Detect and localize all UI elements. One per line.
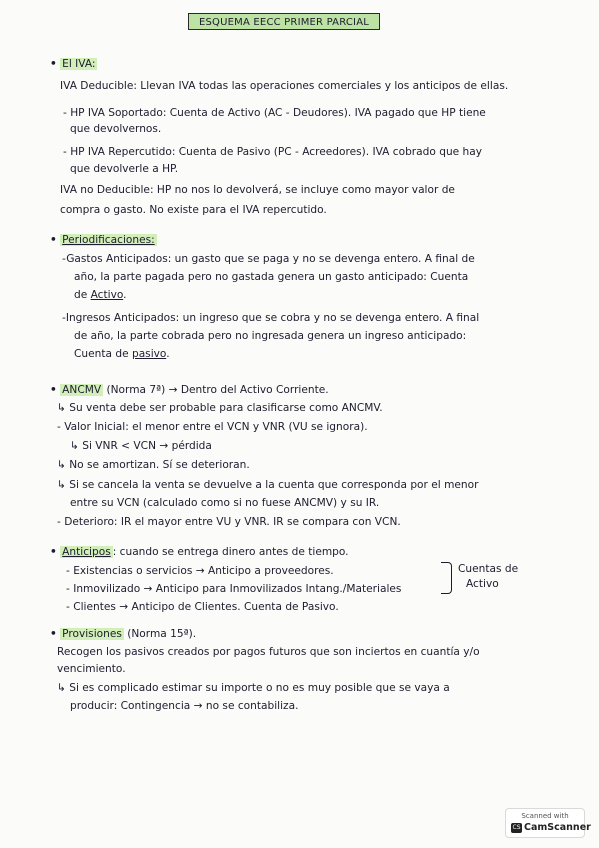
period-line-6 bbox=[74, 347, 170, 361]
period-line-4: -Ingresos Anticipados: un ingreso que se cobra y no se devenga entero. A final bbox=[62, 312, 480, 324]
bullet-icon: • bbox=[50, 384, 57, 396]
iva-line-3: que devolvernos. bbox=[70, 123, 162, 135]
provisiones-line-3: ↳ Si es complicado estimar su importe o no es muy posible que se vaya a bbox=[57, 682, 450, 694]
period-line-2: año, la parte pagada pero no gastada genera un gasto anticipado: Cuenta bbox=[74, 271, 469, 283]
iva-heading bbox=[50, 57, 97, 71]
bullet-icon: • bbox=[50, 58, 57, 70]
period-line-5: de año, la parte cobrada pero no ingresada genera un ingreso anticipado: bbox=[74, 330, 467, 342]
ancmv-heading bbox=[50, 383, 329, 397]
anticipos-line-1: - Existencias o servicios → Anticipo a proveedores. bbox=[66, 565, 334, 577]
text-fragment: . bbox=[123, 289, 127, 301]
ancmv-line-3: ↳ Si VNR < VCN → pérdida bbox=[70, 440, 212, 452]
period-heading bbox=[50, 233, 157, 247]
anticipos-heading-text: Anticipos bbox=[62, 546, 111, 558]
anticipos-heading-rest: : cuando se entrega dinero antes de tiempo. bbox=[112, 546, 349, 558]
pasivo-underlined: pasivo bbox=[131, 348, 167, 360]
ancmv-line-4: ↳ No se amortizan. Sí se deterioran. bbox=[57, 459, 250, 471]
text-fragment: Cuenta de bbox=[74, 348, 132, 360]
period-line-1: -Gastos Anticipados: un gasto que se paga y no se devenga entero. A final de bbox=[62, 253, 475, 265]
ancmv-line-6: entre su VCN (calculado como si no fuese ANCMV) y su IR. bbox=[70, 497, 380, 509]
brace-note-line-1: Cuentas de bbox=[458, 563, 519, 575]
provisiones-heading bbox=[50, 627, 196, 641]
iva-line-5: que devolverle a HP. bbox=[70, 163, 179, 175]
iva-heading-text: El IVA: bbox=[62, 58, 96, 70]
iva-line-6: IVA no Deducible: HP no nos lo devolverá, se incluye como mayor valor de bbox=[60, 184, 455, 196]
provisiones-line-4: producir: Contingencia → no se contabiliza. bbox=[70, 700, 299, 712]
provisiones-heading-text: Provisiones bbox=[62, 628, 122, 640]
anticipos-line-3: - Clientes → Anticipo de Clientes. Cuenta de Pasivo. bbox=[66, 601, 339, 613]
period-heading-text: Periodificaciones: bbox=[62, 234, 155, 246]
text-fragment: de bbox=[74, 289, 91, 301]
camscanner-watermark bbox=[505, 808, 591, 838]
provisiones-line-1: Recogen los pasivos creados por pagos futuros que son inciertos en cuantía y/o bbox=[57, 646, 480, 658]
camscanner-brand: CamScanner bbox=[524, 822, 591, 833]
camscanner-logo-icon: CS bbox=[512, 824, 521, 831]
provisiones-heading-rest: (Norma 15ª). bbox=[123, 628, 197, 640]
bullet-icon: • bbox=[50, 628, 57, 640]
anticipos-line-2: - Inmovilizado → Anticipo para Inmovilizados Intang./Materiales bbox=[66, 583, 402, 595]
ancmv-line-7: - Deterioro: IR el mayor entre VU y VNR. IR se compara con VCN. bbox=[57, 516, 401, 528]
page-title: ESQUEMA EECC PRIMER PARCIAL bbox=[188, 13, 380, 30]
text-fragment: . bbox=[166, 348, 170, 360]
ancmv-line-5: ↳ Si se cancela la venta se devuelve a la cuenta que corresponda por el menor bbox=[57, 479, 479, 491]
scanned-with-label: Scanned with bbox=[521, 812, 569, 820]
bracket-icon bbox=[441, 562, 452, 594]
ancmv-line-1: ↳ Su venta debe ser probable para clasificarse como ANCMV. bbox=[57, 402, 383, 414]
iva-line-1: IVA Deducible: Llevan IVA todas las operaciones comerciales y los anticipos de ellas. bbox=[60, 80, 509, 92]
bullet-icon: • bbox=[50, 234, 57, 246]
ancmv-heading-text: ANCMV bbox=[62, 384, 102, 396]
iva-line-2: - HP IVA Soportado: Cuenta de Activo (AC - Deudores). IVA pagado que HP tiene bbox=[63, 107, 486, 119]
ancmv-line-2: - Valor Inicial: el menor entre el VCN y VNR (VU se ignora). bbox=[57, 421, 368, 433]
activo-underlined: Activo bbox=[90, 289, 124, 301]
anticipos-heading bbox=[50, 545, 349, 559]
bullet-icon: • bbox=[50, 546, 57, 558]
ancmv-heading-rest: (Norma 7ª) → Dentro del Activo Corriente. bbox=[103, 384, 329, 396]
brace-note-line-2: Activo bbox=[466, 578, 499, 590]
iva-line-7: compra o gasto. No existe para el IVA repercutido. bbox=[60, 204, 327, 216]
provisiones-line-2: vencimiento. bbox=[57, 663, 126, 675]
period-line-3 bbox=[74, 288, 127, 302]
iva-line-4: - HP IVA Repercutido: Cuenta de Pasivo (PC - Acreedores). IVA cobrado que hay bbox=[63, 146, 483, 158]
